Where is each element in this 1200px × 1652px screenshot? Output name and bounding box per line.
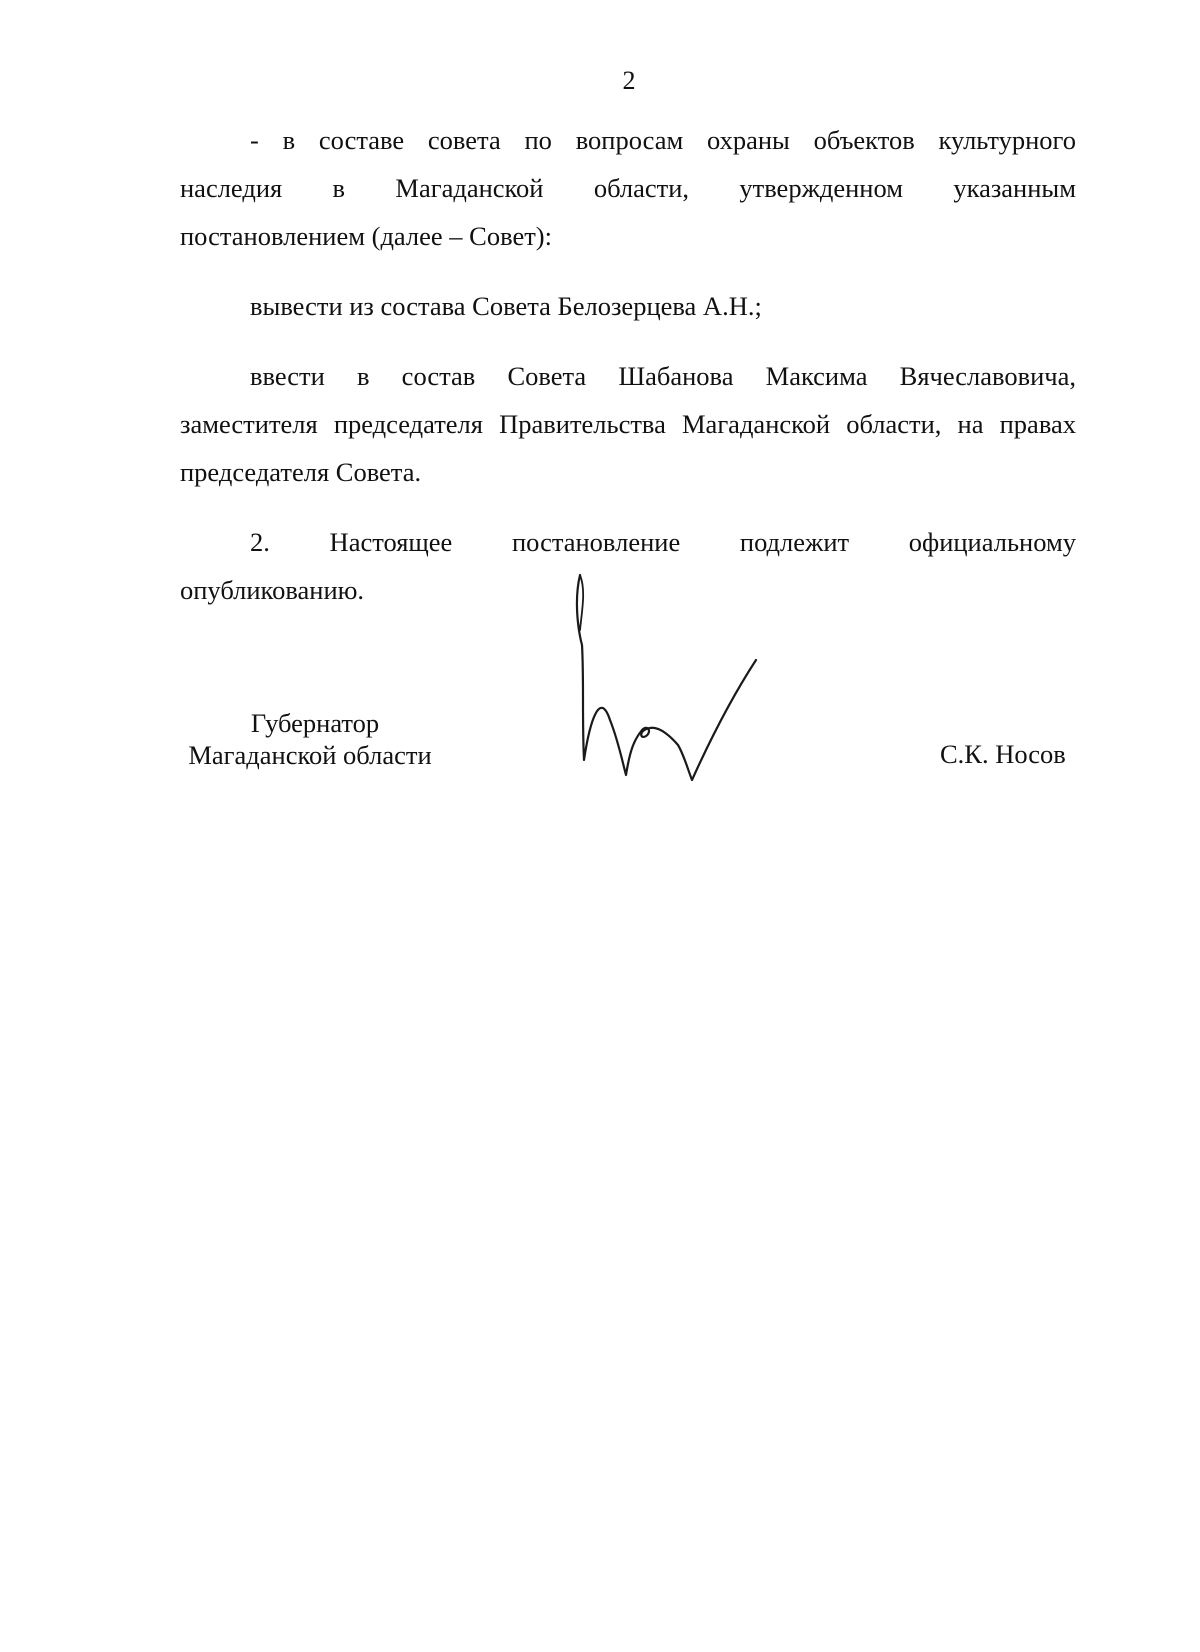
- paragraph-line: 2. Настоящее постановление подлежит официальному: [250, 527, 1076, 557]
- signature-block: [0, 570, 1200, 810]
- paragraph-line: вывести из состава Совета Белозерцева А.Н.;: [250, 291, 762, 321]
- paragraph-council-composition: [180, 116, 1076, 260]
- paragraph-remove-member: [180, 282, 1076, 330]
- paragraph-add-member: [180, 352, 1076, 496]
- paragraph-line: наследия в Магаданской области, утвержденном указанным: [180, 173, 1076, 203]
- signatory-position: [180, 707, 440, 771]
- paragraph-line: - в составе совета по вопросам охраны объектов культурного: [250, 125, 1076, 155]
- signatory-position-line: Магаданской области: [188, 740, 432, 770]
- paragraph-line: постановлением (далее – Совет):: [180, 221, 552, 251]
- page-number: 2: [622, 66, 636, 95]
- signatory-position-line: Губернатор: [250, 708, 380, 738]
- handwritten-signature: [560, 570, 780, 800]
- paragraph-line: председателя Совета.: [180, 457, 422, 487]
- paragraph-line: ввести в состав Совета Шабанова Максима Вячеславовича,: [250, 361, 1076, 391]
- paragraph-line: заместителя председателя Правительства Магаданской области, на правах: [180, 409, 1076, 439]
- signatory-name: С.К. Носов: [940, 739, 1066, 769]
- paragraph-line: опубликованию.: [180, 575, 365, 605]
- document-body: [180, 116, 1076, 614]
